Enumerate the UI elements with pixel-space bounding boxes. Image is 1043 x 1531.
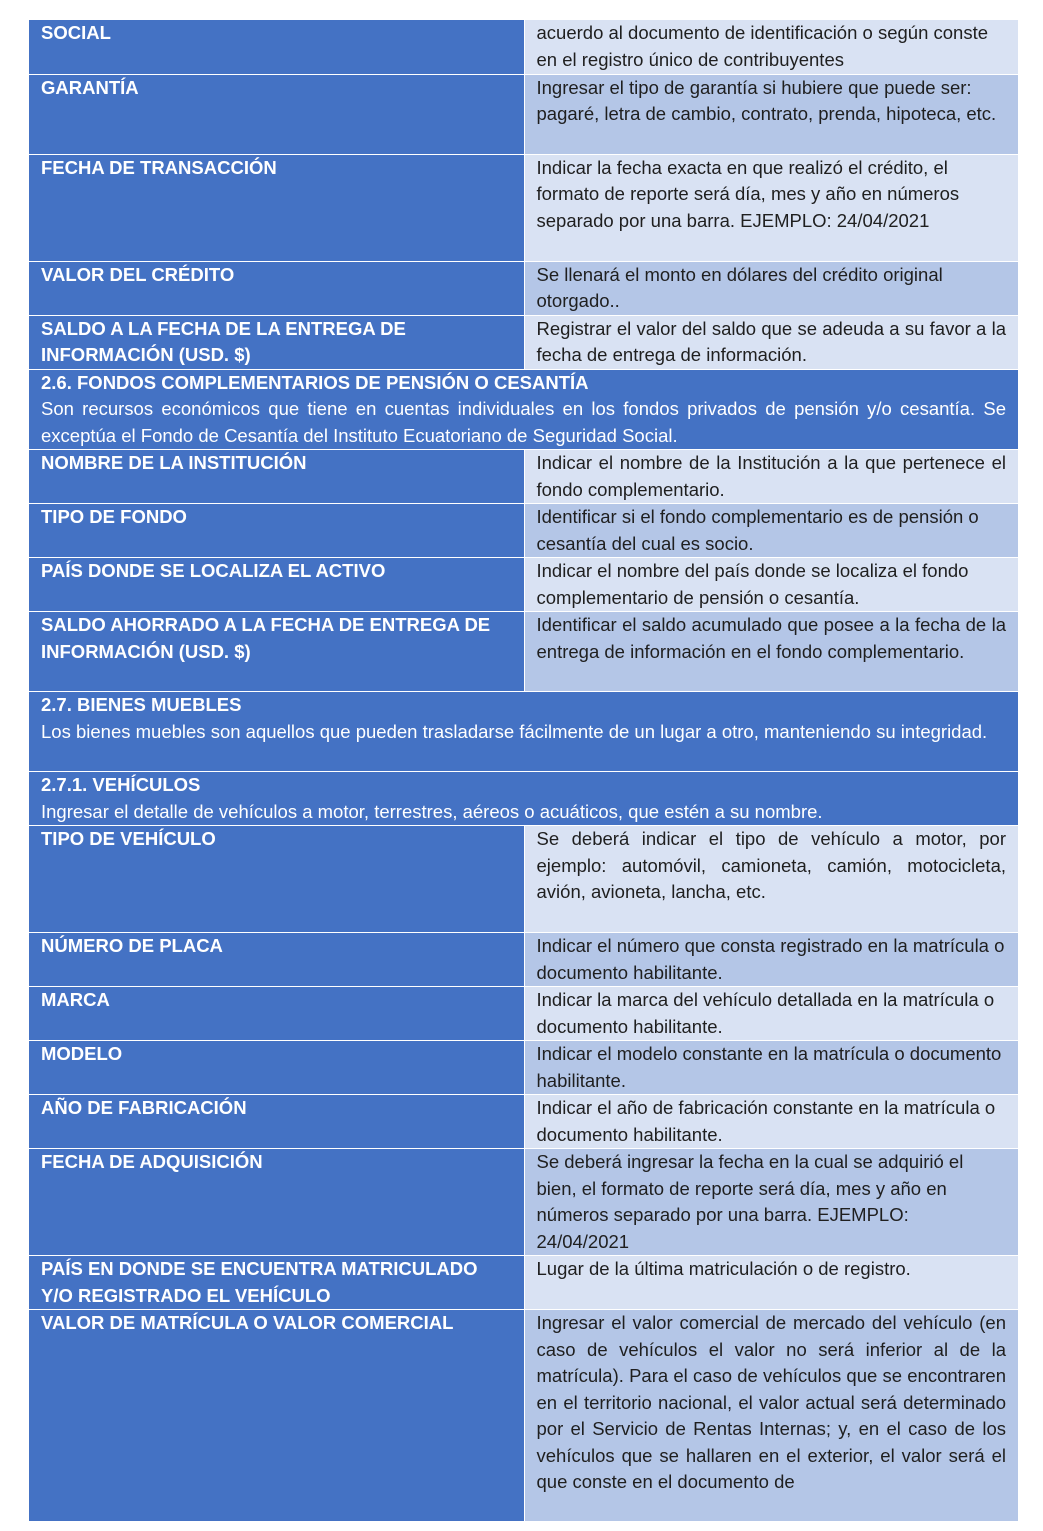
row-description: Indicar el nombre del país donde se localiza el fondo complementario de pensión o cesantía. xyxy=(524,558,1018,612)
row-description: Indicar el modelo constante en la matrícula o documento habilitante. xyxy=(524,1041,1018,1095)
row-label: NOMBRE DE LA INSTITUCIÓN xyxy=(29,450,524,504)
table-row xyxy=(29,74,1018,154)
row-description: Se deberá indicar el tipo de vehículo a motor, por ejemplo: automóvil, camioneta, camión, motocicleta, avión, avioneta, lancha, etc. xyxy=(524,826,1018,933)
row-label: VALOR DE MATRÍCULA O VALOR COMERCIAL xyxy=(29,1310,524,1522)
section-title: 2.7.1. VEHÍCULOS xyxy=(41,774,201,795)
table-row xyxy=(29,504,1018,558)
row-label: MODELO xyxy=(29,1041,524,1095)
table-row xyxy=(29,1041,1018,1095)
section-text: Son recursos económicos que tiene en cuentas individuales en los fondos privados de pensión y/o cesantía. Se exceptúa el Fondo de Cesantía del Instituto Ecuatoriano de Seguridad Social. xyxy=(41,398,1006,446)
row-description: Lugar de la última matriculación o de registro. xyxy=(524,1256,1018,1310)
row-label: PAÍS EN DONDE SE ENCUENTRA MATRICULADO Y/O REGISTRADO EL VEHÍCULO xyxy=(29,1256,524,1310)
section-block xyxy=(29,369,1018,450)
table-row xyxy=(29,315,1018,369)
row-label: PAÍS DONDE SE LOCALIZA EL ACTIVO xyxy=(29,558,524,612)
table-row xyxy=(29,1095,1018,1149)
row-label: VALOR DEL CRÉDITO xyxy=(29,261,524,315)
table-row xyxy=(29,154,1018,261)
table-row xyxy=(29,826,1018,933)
table-row xyxy=(29,612,1018,692)
row-description: Se llenará el monto en dólares del crédito original otorgado.. xyxy=(524,261,1018,315)
row-description: acuerdo al documento de identificación o según conste en el registro único de contribuyentes xyxy=(524,20,1018,74)
row-description: Identificar si el fondo complementario es de pensión o cesantía del cual es socio. xyxy=(524,504,1018,558)
section-row xyxy=(29,369,1018,450)
table-row xyxy=(29,558,1018,612)
row-label: NÚMERO DE PLACA xyxy=(29,933,524,987)
section-title: 2.6. FONDOS COMPLEMENTARIOS DE PENSIÓN O CESANTÍA xyxy=(41,371,589,393)
row-label: TIPO DE FONDO xyxy=(29,504,524,558)
section-block xyxy=(29,692,1018,772)
row-description: Se deberá ingresar la fecha en la cual se adquirió el bien, el formato de reporte será día, mes y año en números separado por una barra. EJEMPLO: 24/04/2021 xyxy=(524,1149,1018,1256)
table-row xyxy=(29,1256,1018,1310)
row-description: Indicar el año de fabricación constante en la matrícula o documento habilitante. xyxy=(524,1095,1018,1149)
table-row xyxy=(29,1310,1018,1522)
table-row xyxy=(29,987,1018,1041)
row-description: Indicar el número que consta registrado en la matrícula o documento habilitante. xyxy=(524,933,1018,987)
row-description: Indicar la marca del vehículo detallada en la matrícula o documento habilitante. xyxy=(524,987,1018,1041)
section-row xyxy=(29,772,1018,826)
section-text: Los bienes muebles son aquellos que pueden trasladarse fácilmente de un lugar a otro, manteniendo su integridad. xyxy=(41,720,988,742)
row-label: AÑO DE FABRICACIÓN xyxy=(29,1095,524,1149)
section-text: Ingresar el detalle de vehículos a motor, terrestres, aéreos o acuáticos, que estén a su nombre. xyxy=(41,800,823,822)
table-row xyxy=(29,20,1018,74)
section-block xyxy=(29,772,1018,826)
row-label: GARANTÍA xyxy=(29,74,524,154)
table-row xyxy=(29,450,1018,504)
row-description: Registrar el valor del saldo que se adeuda a su favor a la fecha de entrega de información. xyxy=(524,315,1018,369)
row-description: Identificar el saldo acumulado que posee a la fecha de la entrega de información en el fondo complementario. xyxy=(524,612,1018,692)
row-description: Indicar el nombre de la Institución a la que pertenece el fondo complementario. xyxy=(524,450,1018,504)
table-row xyxy=(29,933,1018,987)
document-table xyxy=(29,20,1018,1522)
section-title: 2.7. BIENES MUEBLES xyxy=(41,694,242,715)
row-label: SALDO AHORRADO A LA FECHA DE ENTREGA DE INFORMACIÓN (USD. $) xyxy=(29,612,524,692)
row-description: Indicar la fecha exacta en que realizó el crédito, el formato de reporte será día, mes y año en números separado por una barra. EJEMPLO: 24/04/2021 xyxy=(524,154,1018,261)
row-label: FECHA DE ADQUISICIÓN xyxy=(29,1149,524,1256)
row-label: SALDO A LA FECHA DE LA ENTREGA DE INFORMACIÓN (USD. $) xyxy=(29,315,524,369)
section-row xyxy=(29,692,1018,772)
row-label: FECHA DE TRANSACCIÓN xyxy=(29,154,524,261)
row-label: TIPO DE VEHÍCULO xyxy=(29,826,524,933)
row-description: Ingresar el tipo de garantía si hubiere que puede ser: pagaré, letra de cambio, contrato, prenda, hipoteca, etc. xyxy=(524,74,1018,154)
row-label: MARCA xyxy=(29,987,524,1041)
row-description: Ingresar el valor comercial de mercado del vehículo (en caso de vehículos el valor no será inferior al de la matrícula). Para el caso de vehículos que se encontraren en el territorio nacional, el valor actual será determinado por el Servicio de Rentas Internas; y, en el caso de los vehículos que se hallaren en el exterior, el valor será el que conste en el documento de xyxy=(524,1310,1018,1522)
table-row xyxy=(29,261,1018,315)
table-row xyxy=(29,1149,1018,1256)
row-label: SOCIAL xyxy=(29,20,524,74)
